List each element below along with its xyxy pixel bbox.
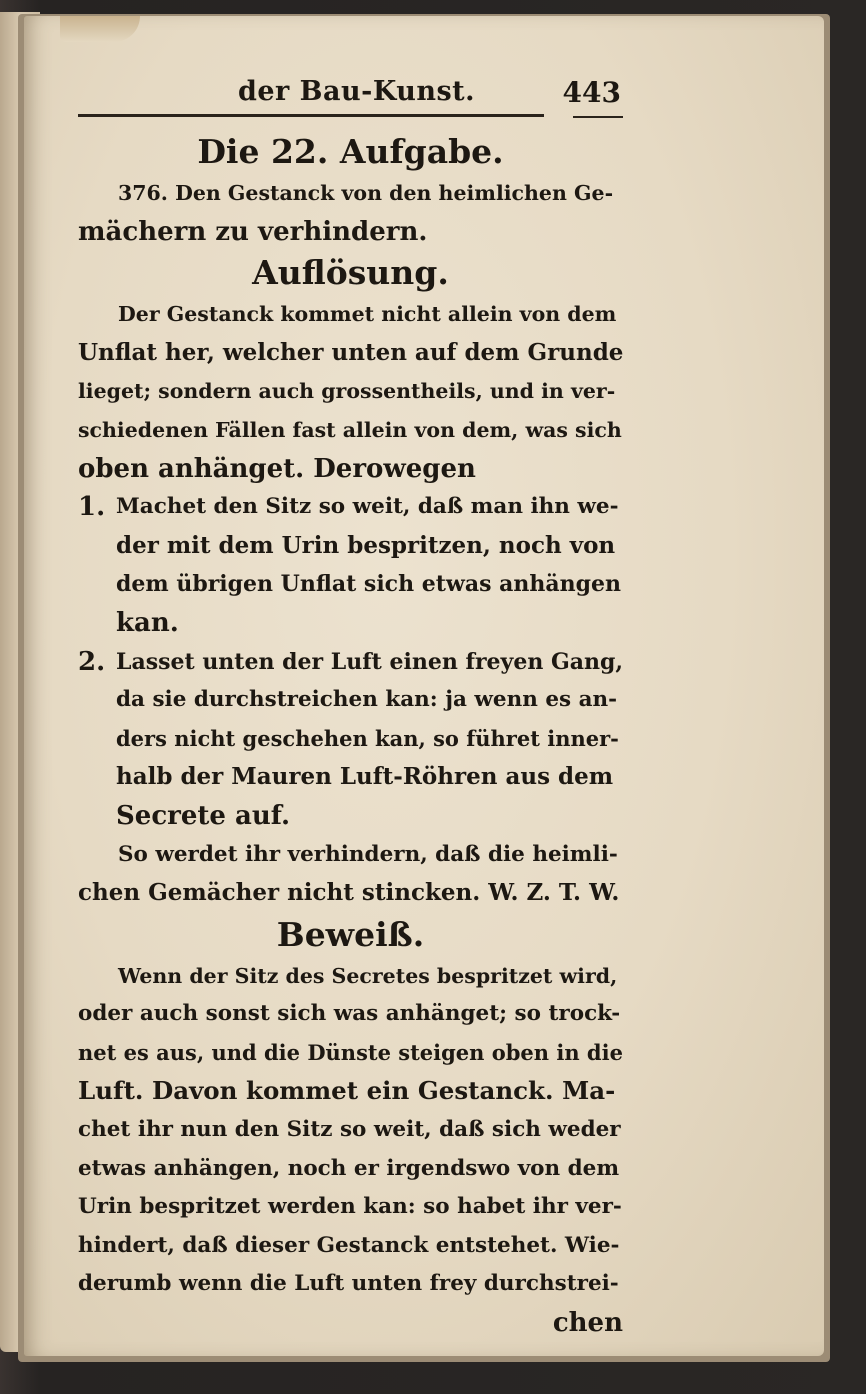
proof-line: chet ihr nun den Sitz so weit, daß sich weder [78, 1117, 621, 1143]
page-number-rule [573, 116, 623, 118]
step-number: 1. [78, 492, 106, 523]
step-line: dem übrigen Unflat sich etwas anhängen [116, 571, 621, 598]
proof-line: Urin bespritzet werden kan: so habet ihr ver- [78, 1194, 622, 1220]
page-number: 443 [562, 76, 621, 109]
header-rule [78, 114, 544, 117]
step-line: kan. [116, 607, 179, 638]
conclusion-line: So werdet ihr verhindern, daß die heimli- [118, 841, 618, 867]
solution-line: Unflat her, welcher unten auf dem Grunde [78, 338, 624, 366]
proof-line: net es aus, und die Dünste steigen oben in die [78, 1039, 623, 1065]
proof-line: hindert, daß dieser Gestanck entstehet. Wie- [78, 1232, 620, 1258]
catchword: chen [552, 1308, 623, 1339]
solution-intro [78, 295, 623, 488]
proof-heading: Beweiß. [276, 914, 425, 954]
step-line: ders nicht geschehen kan, so führet inner- [116, 725, 619, 751]
running-head: der Bau-Kunst. [238, 76, 476, 107]
step-1 [78, 488, 623, 642]
step-2 [78, 643, 623, 836]
proof-line: oder auch sonst sich was anhänget; so trock- [78, 1001, 621, 1027]
conclusion [78, 836, 623, 913]
step-line: Secrete auf. [116, 800, 291, 831]
problem-line: 376. Den Gestanck von den heimlichen Ge- [118, 181, 614, 205]
problem-statement [78, 174, 623, 251]
proof-line: derumb wenn die Luft unten frey durchstrei- [78, 1271, 619, 1297]
proof-line: Wenn der Sitz des Secretes bespritzet wird, [118, 963, 618, 988]
step-line: halb der Mauren Luft-Röhren aus dem [116, 763, 614, 791]
step-number: 2. [78, 646, 106, 677]
problem-line: mächern zu verhindern. [78, 216, 428, 247]
solution-line: oben anhänget. Derowegen [78, 453, 476, 484]
step-line: der mit dem Urin bespritzen, noch von [116, 531, 616, 559]
solution-line: Der Gestanck kommet nicht allein von dem [118, 302, 617, 327]
proof-line: Luft. Davon kommet ein Gestanck. Ma- [78, 1076, 616, 1106]
step-line: da sie durchstreichen kan: ja wenn es an- [116, 687, 618, 713]
problem-title: Die 22. Aufgabe. [197, 132, 504, 171]
page-header [78, 70, 623, 130]
solution-heading: Auflösung. [252, 253, 449, 293]
page-text [78, 70, 623, 1343]
conclusion-line: chen Gemächer nicht stincken. W. Z. T. W. [78, 879, 620, 907]
solution-line: lieget; sondern auch grossentheils, und in ver- [78, 379, 616, 404]
step-line: Machet den Sitz so weit, daß man ihn we- [116, 494, 619, 520]
page-curl [60, 16, 140, 42]
proof [78, 957, 623, 1304]
proof-line: etwas anhängen, noch er irgendswo von dem [78, 1155, 620, 1181]
solution-line: schiedenen Fällen fast allein von dem, was sich [78, 417, 622, 442]
step-line: Lasset unten der Luft einen freyen Gang, [116, 648, 624, 675]
